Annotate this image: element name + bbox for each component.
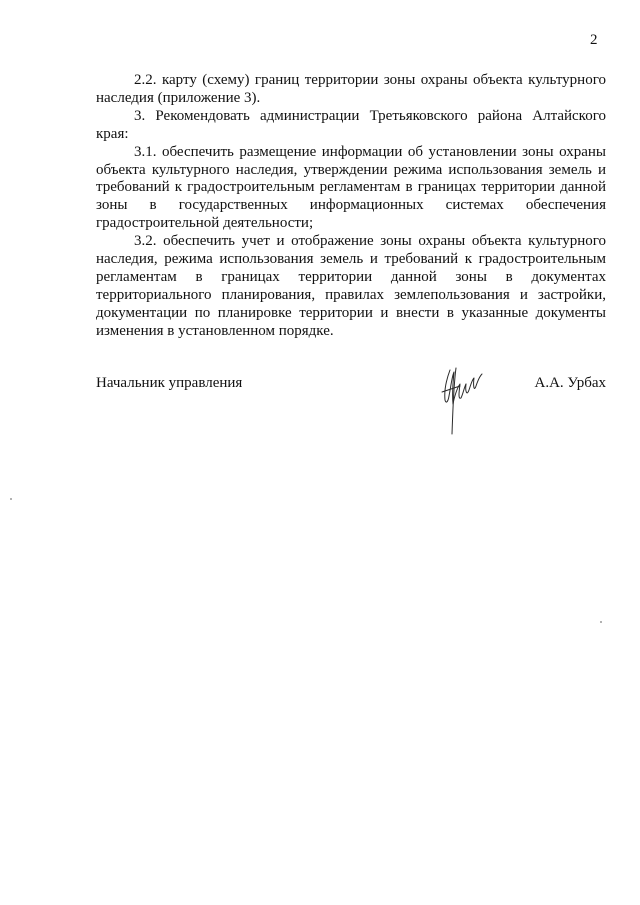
signature-block — [96, 364, 606, 444]
handwritten-signature — [434, 364, 494, 436]
paragraph-2-2: 2.2. карту (схему) границ территории зоны охраны объекта культурного наследия (приложение 3). — [96, 72, 606, 106]
paragraph-3-2: 3.2. обеспечить учет и отображение зоны охраны объекта культурного наследия, режима использования земель и требований к градостроительным регламентам в границах территории данной зоны в документах территориального планирования, правилах землепользования и застройки, документации по планировке территории и внести в указанные документы изменения в установленном порядке. — [96, 233, 606, 339]
paragraph-3: 3. Рекомендовать администрации Третьяковского района Алтайского края: — [96, 107, 606, 142]
scan-speck — [600, 621, 602, 623]
paragraph-3-1: 3.1. обеспечить размещение информации об установлении зоны охраны объекта культурного наследия, утверждении режима использования земель и требований к градостроительным регламентам в границах территории данной зоны в государственных информационных системах обеспечения градостроительной деятельности; — [96, 143, 606, 232]
document-body — [96, 72, 606, 341]
page-number: 2 — [590, 32, 598, 48]
signer-position: Начальник управления — [96, 375, 243, 391]
scan-speck — [10, 498, 12, 500]
signer-name: А.А. Урбах — [534, 375, 606, 391]
